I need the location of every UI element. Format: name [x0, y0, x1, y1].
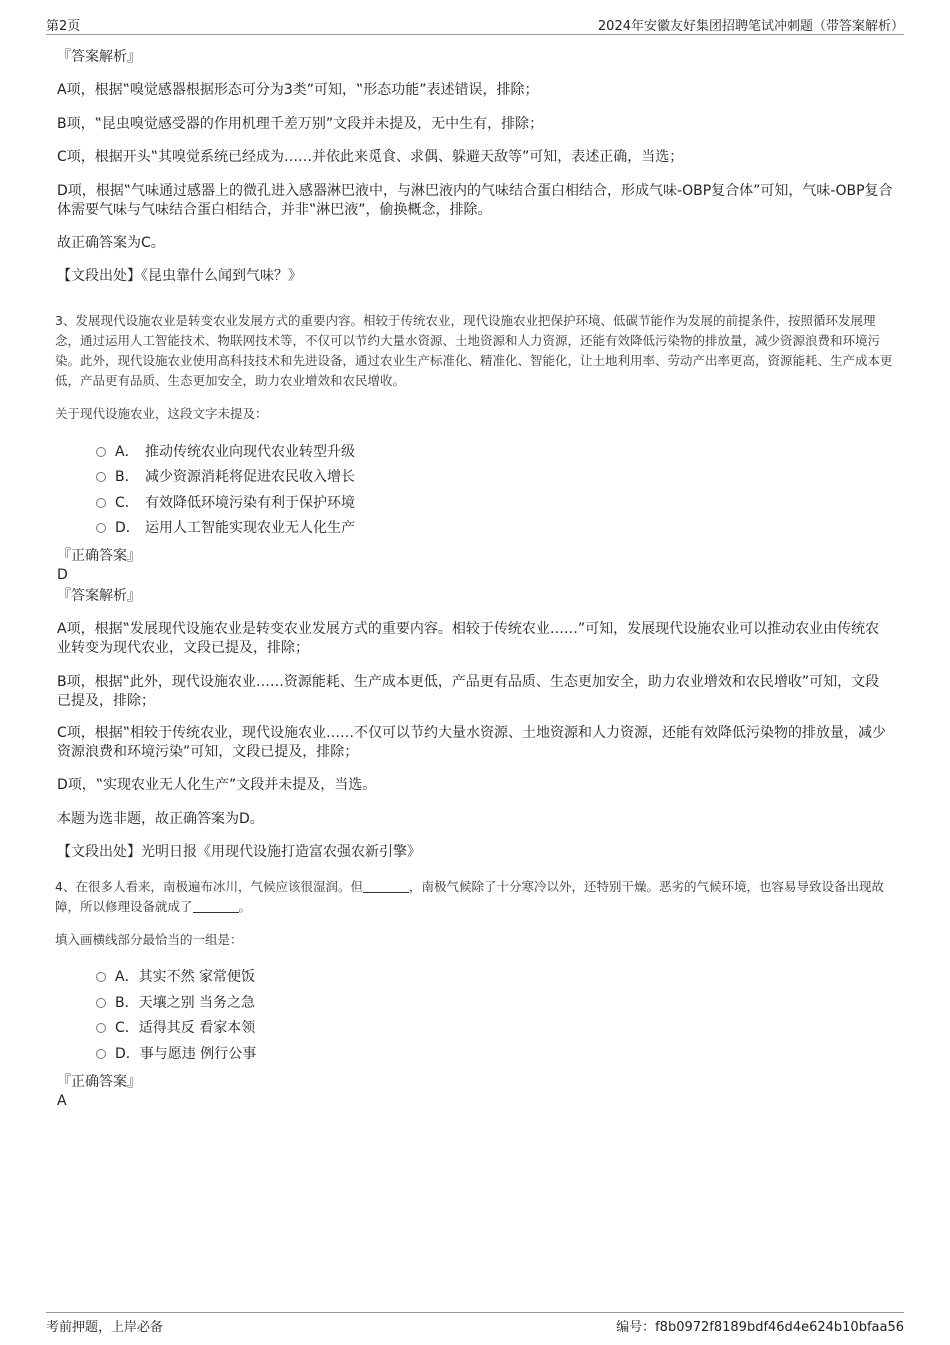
- radio-icon[interactable]: [96, 998, 106, 1008]
- analysis-heading: 『答案解析』: [57, 588, 141, 604]
- document-title: 2024年安徽友好集团招聘笔试冲刺题（带答案解析）: [597, 19, 904, 34]
- question-3-option-b[interactable]: B． 减少资源消耗将促进农民收入增长: [96, 467, 355, 487]
- question-3-option-c[interactable]: C． 有效降低环境污染有利于保护环境: [96, 493, 355, 513]
- question-4-option-d[interactable]: D．事与愿违 例行公事: [96, 1044, 256, 1064]
- analysis-option-b: B项，‟昆虫嗅觉感受器的作用机理千差万别”文段并未提及，无中生有，排除；: [57, 116, 544, 132]
- analysis-heading: 『答案解析』: [57, 49, 141, 65]
- fill-blank-1: [363, 880, 409, 893]
- question-4-option-c[interactable]: C．适得其反 看家本领: [96, 1018, 255, 1038]
- footer-slogan: 考前押题，上岸必备: [46, 1320, 164, 1335]
- radio-icon[interactable]: [96, 1023, 106, 1033]
- page-footer: [46, 1312, 904, 1336]
- correct-answer: D: [57, 567, 68, 583]
- question-3-option-d[interactable]: D． 运用人工智能实现农业无人化生产: [96, 518, 355, 538]
- page-header: [46, 14, 904, 35]
- radio-icon[interactable]: [96, 523, 106, 533]
- question-3-option-a[interactable]: A． 推动传统农业向现代农业转型升级: [96, 442, 355, 462]
- analysis-option-b: B项，根据‟此外，现代设施农业……资源能耗、生产成本更低，产品更有品质、生态更加安全，助力农业增效和农民增收”可知，文段已提及，排除；: [57, 674, 880, 709]
- radio-icon[interactable]: [96, 1049, 106, 1059]
- question-3-stem: 关于现代设施农业，这段文字未提及：: [55, 406, 268, 421]
- radio-icon[interactable]: [96, 498, 106, 508]
- radio-icon[interactable]: [96, 972, 106, 982]
- passage-source: 【文段出处】《昆虫靠什么闻到气味？》: [57, 268, 302, 284]
- question-4-option-b[interactable]: B．天壤之别 当务之急: [96, 993, 255, 1013]
- fill-blank-2: [193, 900, 239, 913]
- page-number: 第2页: [46, 19, 81, 34]
- analysis-option-d: D项，‟实现农业无人化生产”文段并未提及，当选。: [57, 777, 377, 793]
- analysis-option-c: C项，根据开头‟其嗅觉系统已经成为……并依此来觅食、求偶、躲避天敌等”可知，表述正确，当选；: [57, 149, 684, 165]
- analysis-option-a: A项，根据‟嗅觉感器根据形态可分为3类”可知，‟形态功能”表述错误，排除；: [57, 82, 539, 98]
- correct-answer: A: [57, 1093, 67, 1109]
- correct-answer-heading: 『正确答案』: [57, 1074, 141, 1090]
- question-4-stem: 填入画横线部分最恰当的一组是：: [55, 932, 243, 947]
- analysis-option-a: A项，根据‟发展现代设施农业是转变农业发展方式的重要内容。相较于传统农业……”可知，发展现代设施农业可以推动农业由传统农业转变为现代农业，文段已提及，排除；: [57, 621, 880, 656]
- analysis-option-d: D项，根据‟气味通过感器上的微孔进入感器淋巴液中，与淋巴液内的气味结合蛋白相结合，形成气味-OBP复合体”可知，气味-OBP复合体需要气味与气味结合蛋白相结合，并非‟淋巴液”，偷换概念，排除。: [57, 183, 893, 218]
- radio-icon[interactable]: [96, 447, 106, 457]
- correct-answer-heading: 『正确答案』: [57, 548, 141, 564]
- document-id: 编号：f8b0972f8189bdf46d4e624b10bfaa56: [616, 1320, 904, 1335]
- analysis-option-c: C项，根据‟相较于传统农业，现代设施农业……不仅可以节约大量水资源、土地资源和人力资源，还能有效降低污染物的排放量，减少资源浪费和环境污染”可知，文段已提及，排除；: [57, 725, 887, 760]
- analysis-conclusion: 本题为选非题，故正确答案为D。: [57, 811, 264, 827]
- analysis-conclusion: 故正确答案为C。: [57, 235, 165, 251]
- passage-source: 【文段出处】光明日报《用现代设施打造富农强农新引擎》: [57, 844, 421, 860]
- question-4-option-a[interactable]: A．其实不然 家常便饭: [96, 967, 255, 987]
- question-4-passage: 4、在很多人看来，南极遍布冰川，气候应该很湿润。但 ，南极气候除了十分寒冷以外，还特别干燥。恶劣的气候环境，也容易导致设备出现故障，所以修理设备就成了 。: [55, 879, 884, 914]
- question-3-passage: 3、发展现代设施农业是转变农业发展方式的重要内容。相较于传统农业，现代设施农业把保护环境、低碳节能作为发展的前提条件，按照循环发展理念，通过运用人工智能技术、物联网技术等，不仅可以节约大量水资源、土地资源和人力资源，还能有效降低污染物的排放量，减少资源浪费和环境污染。此外，现代设施农业使用高科技技术和先进设备，通过农业生产标准化、精准化、智能化，让土地利用率、劳动产出率更高，资源能耗、生产成本更低，产品更有品质、生态更加安全，助力农业增效和农民增收。: [55, 313, 893, 388]
- radio-icon[interactable]: [96, 472, 106, 482]
